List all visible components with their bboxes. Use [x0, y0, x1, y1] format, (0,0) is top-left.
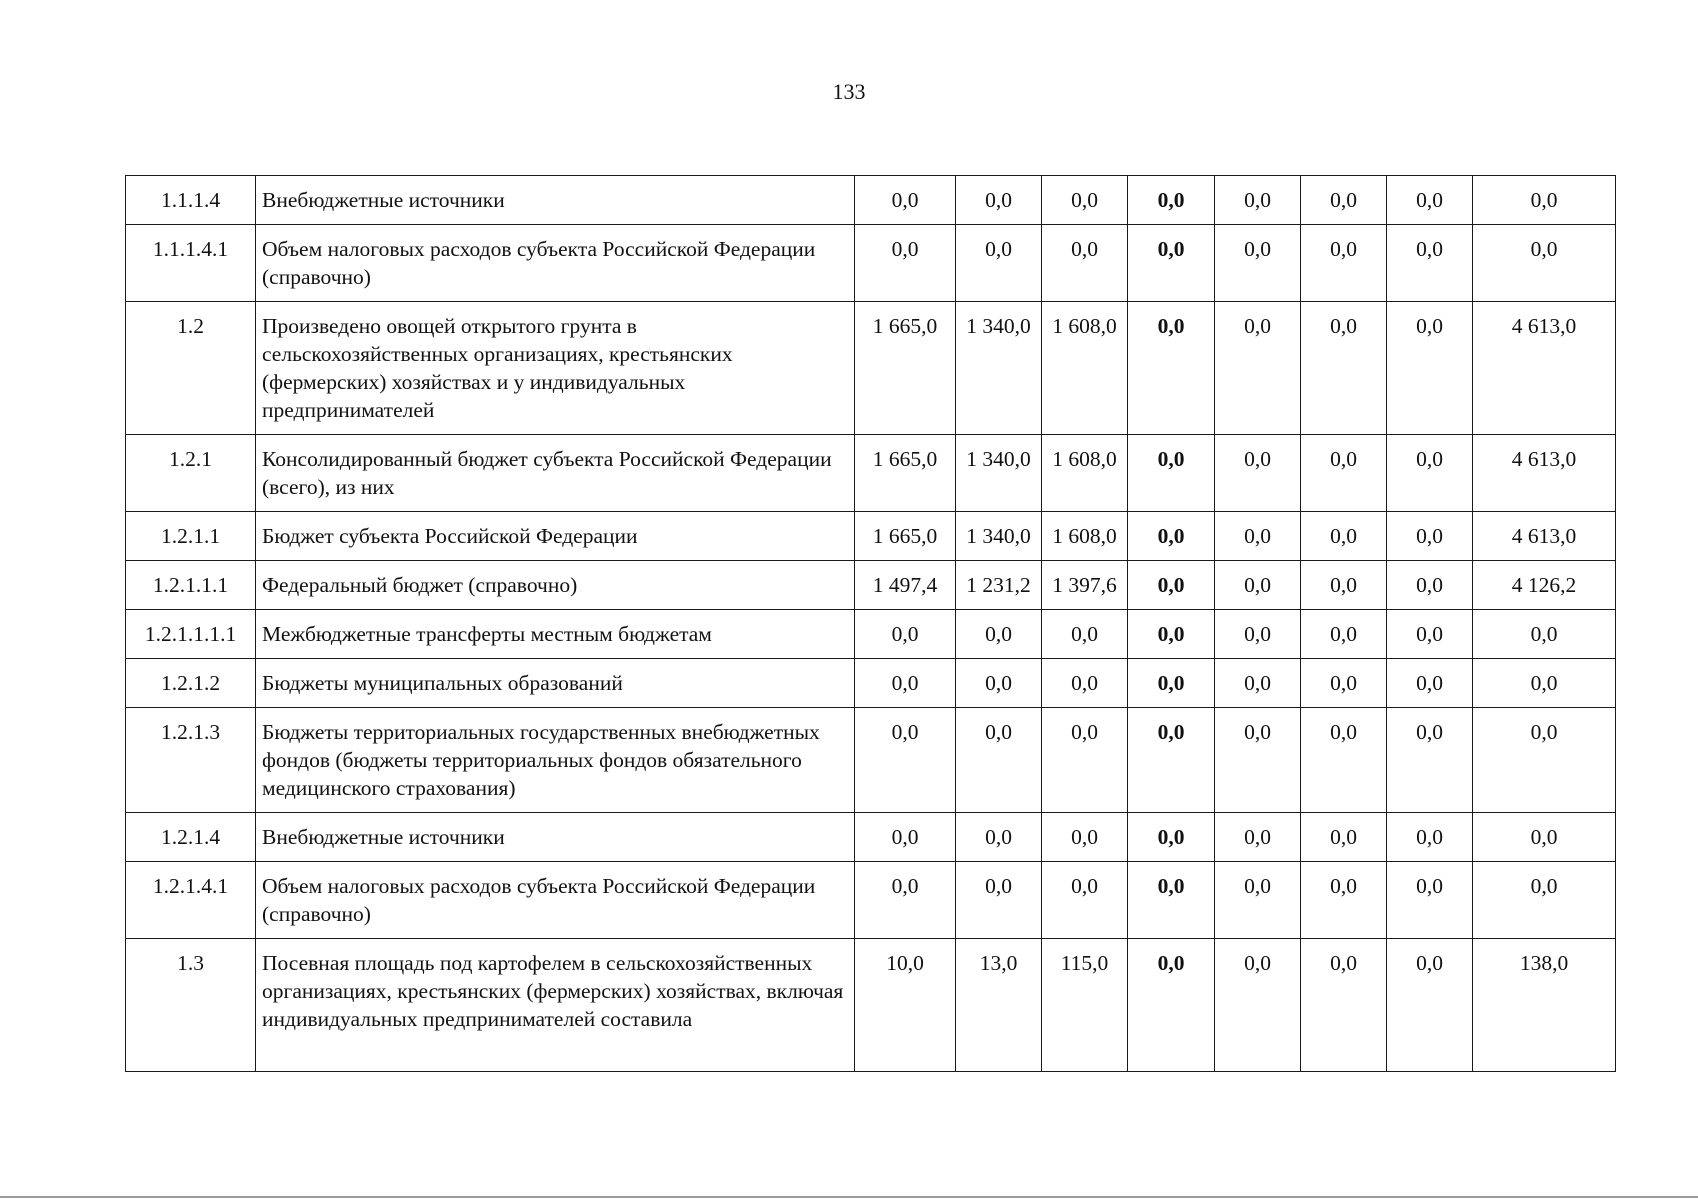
value-cell: 0,0	[1387, 561, 1473, 610]
value-cell: 0,0	[1301, 302, 1387, 435]
value-cell: 1 340,0	[956, 512, 1042, 561]
table-row	[126, 939, 1616, 1072]
table-row	[126, 176, 1616, 225]
value-cell: 0,0	[1128, 512, 1215, 561]
value-cell: 0,0	[1301, 512, 1387, 561]
value-cell: 0,0	[1387, 939, 1473, 1072]
value-cell: 0,0	[855, 862, 956, 939]
value-cell: 0,0	[1128, 659, 1215, 708]
value-cell: 0,0	[1387, 862, 1473, 939]
value-cell: 0,0	[956, 225, 1042, 302]
value-cell: 0,0	[1215, 302, 1301, 435]
row-description: Федеральный бюджет (справочно)	[256, 561, 855, 610]
value-cell: 0,0	[1387, 813, 1473, 862]
value-cell: 0,0	[1473, 610, 1616, 659]
value-cell: 0,0	[1473, 225, 1616, 302]
value-cell: 115,0	[1042, 939, 1128, 1072]
value-cell: 0,0	[956, 813, 1042, 862]
value-cell: 0,0	[1387, 659, 1473, 708]
value-cell: 0,0	[1387, 225, 1473, 302]
value-cell: 0,0	[1128, 813, 1215, 862]
row-code: 1.2	[126, 302, 256, 435]
value-cell: 0,0	[956, 610, 1042, 659]
table-row	[126, 813, 1616, 862]
table-row	[126, 708, 1616, 813]
value-cell: 0,0	[1042, 176, 1128, 225]
value-cell: 4 613,0	[1473, 302, 1616, 435]
value-cell: 0,0	[1128, 862, 1215, 939]
value-cell: 0,0	[956, 659, 1042, 708]
row-description: Бюджеты муниципальных образований	[256, 659, 855, 708]
value-cell: 0,0	[1128, 708, 1215, 813]
row-code: 1.2.1.4	[126, 813, 256, 862]
value-cell: 1 608,0	[1042, 302, 1128, 435]
budget-table	[125, 175, 1616, 1072]
value-cell: 0,0	[1215, 939, 1301, 1072]
value-cell: 0,0	[1128, 561, 1215, 610]
value-cell: 13,0	[956, 939, 1042, 1072]
row-description: Внебюджетные источники	[256, 176, 855, 225]
value-cell: 0,0	[1128, 225, 1215, 302]
row-description: Консолидированный бюджет субъекта Российской Федерации (всего), из них	[256, 435, 855, 512]
value-cell: 0,0	[1301, 659, 1387, 708]
value-cell: 0,0	[1473, 176, 1616, 225]
value-cell: 0,0	[855, 813, 956, 862]
value-cell: 0,0	[1042, 610, 1128, 659]
value-cell: 4 613,0	[1473, 512, 1616, 561]
value-cell: 0,0	[1215, 512, 1301, 561]
row-code: 1.2.1.4.1	[126, 862, 256, 939]
value-cell: 10,0	[855, 939, 956, 1072]
table-body	[126, 176, 1616, 1072]
row-code: 1.2.1.1.1	[126, 561, 256, 610]
row-description: Произведено овощей открытого грунта в сельскохозяйственных организациях, крестьянских (фермерских) хозяйствах и у индивидуальных предпринимателей	[256, 302, 855, 435]
value-cell: 0,0	[1301, 225, 1387, 302]
value-cell: 0,0	[1128, 435, 1215, 512]
row-description: Межбюджетные трансферты местным бюджетам	[256, 610, 855, 659]
page-bottom-edge	[0, 1196, 1698, 1198]
value-cell: 0,0	[1215, 561, 1301, 610]
value-cell: 0,0	[1042, 659, 1128, 708]
value-cell: 0,0	[1042, 225, 1128, 302]
table-row	[126, 302, 1616, 435]
value-cell: 0,0	[956, 708, 1042, 813]
table-row	[126, 225, 1616, 302]
value-cell: 0,0	[1128, 176, 1215, 225]
value-cell: 0,0	[1301, 708, 1387, 813]
value-cell: 0,0	[1042, 862, 1128, 939]
value-cell: 0,0	[1128, 610, 1215, 659]
table-row	[126, 512, 1616, 561]
row-code: 1.3	[126, 939, 256, 1072]
table-row	[126, 561, 1616, 610]
row-code: 1.1.1.4	[126, 176, 256, 225]
value-cell: 1 497,4	[855, 561, 956, 610]
value-cell: 0,0	[1215, 435, 1301, 512]
value-cell: 0,0	[1387, 435, 1473, 512]
value-cell: 0,0	[1301, 176, 1387, 225]
value-cell: 0,0	[1301, 862, 1387, 939]
value-cell: 0,0	[1387, 610, 1473, 659]
row-code: 1.2.1.1.1.1	[126, 610, 256, 659]
table-row	[126, 435, 1616, 512]
value-cell: 0,0	[1215, 708, 1301, 813]
value-cell: 0,0	[1301, 561, 1387, 610]
value-cell: 1 665,0	[855, 435, 956, 512]
value-cell: 1 340,0	[956, 435, 1042, 512]
row-description: Объем налоговых расходов субъекта Российской Федерации (справочно)	[256, 225, 855, 302]
value-cell: 1 608,0	[1042, 512, 1128, 561]
value-cell: 0,0	[1473, 862, 1616, 939]
value-cell: 0,0	[1301, 610, 1387, 659]
value-cell: 0,0	[956, 176, 1042, 225]
value-cell: 0,0	[855, 176, 956, 225]
table-row	[126, 862, 1616, 939]
value-cell: 0,0	[1301, 813, 1387, 862]
value-cell: 0,0	[1387, 302, 1473, 435]
value-cell: 1 608,0	[1042, 435, 1128, 512]
page-number: 133	[832, 79, 866, 104]
value-cell: 0,0	[1473, 813, 1616, 862]
row-code: 1.2.1.3	[126, 708, 256, 813]
row-description: Объем налоговых расходов субъекта Российской Федерации (справочно)	[256, 862, 855, 939]
value-cell: 1 231,2	[956, 561, 1042, 610]
row-description: Бюджеты территориальных государственных внебюджетных фондов (бюджеты территориальных фондов обязательного медицинского страхования)	[256, 708, 855, 813]
row-code: 1.2.1.1	[126, 512, 256, 561]
value-cell: 0,0	[1473, 659, 1616, 708]
value-cell: 0,0	[1042, 813, 1128, 862]
row-code: 1.2.1.2	[126, 659, 256, 708]
value-cell: 1 340,0	[956, 302, 1042, 435]
row-description: Посевная площадь под картофелем в сельскохозяйственных организациях, крестьянских (фермерских) хозяйствах, включая индивидуальных предпринимателей составила	[256, 939, 855, 1072]
value-cell: 0,0	[1215, 225, 1301, 302]
table-row	[126, 659, 1616, 708]
value-cell: 138,0	[1473, 939, 1616, 1072]
value-cell: 1 665,0	[855, 302, 956, 435]
row-code: 1.1.1.4.1	[126, 225, 256, 302]
value-cell: 0,0	[956, 862, 1042, 939]
value-cell: 0,0	[855, 610, 956, 659]
table-row	[126, 610, 1616, 659]
value-cell: 0,0	[1215, 176, 1301, 225]
row-description: Внебюджетные источники	[256, 813, 855, 862]
value-cell: 0,0	[1215, 862, 1301, 939]
value-cell: 4 613,0	[1473, 435, 1616, 512]
value-cell: 1 665,0	[855, 512, 956, 561]
value-cell: 0,0	[1128, 302, 1215, 435]
value-cell: 0,0	[1215, 813, 1301, 862]
value-cell: 0,0	[1387, 512, 1473, 561]
row-code: 1.2.1	[126, 435, 256, 512]
value-cell: 0,0	[1473, 708, 1616, 813]
value-cell: 0,0	[1387, 176, 1473, 225]
value-cell: 0,0	[1128, 939, 1215, 1072]
value-cell: 0,0	[1215, 610, 1301, 659]
value-cell: 0,0	[1387, 708, 1473, 813]
value-cell: 4 126,2	[1473, 561, 1616, 610]
value-cell: 0,0	[855, 659, 956, 708]
row-description: Бюджет субъекта Российской Федерации	[256, 512, 855, 561]
value-cell: 0,0	[1042, 708, 1128, 813]
value-cell: 0,0	[1301, 939, 1387, 1072]
value-cell: 0,0	[855, 225, 956, 302]
value-cell: 0,0	[1301, 435, 1387, 512]
value-cell: 1 397,6	[1042, 561, 1128, 610]
value-cell: 0,0	[1215, 659, 1301, 708]
value-cell: 0,0	[855, 708, 956, 813]
